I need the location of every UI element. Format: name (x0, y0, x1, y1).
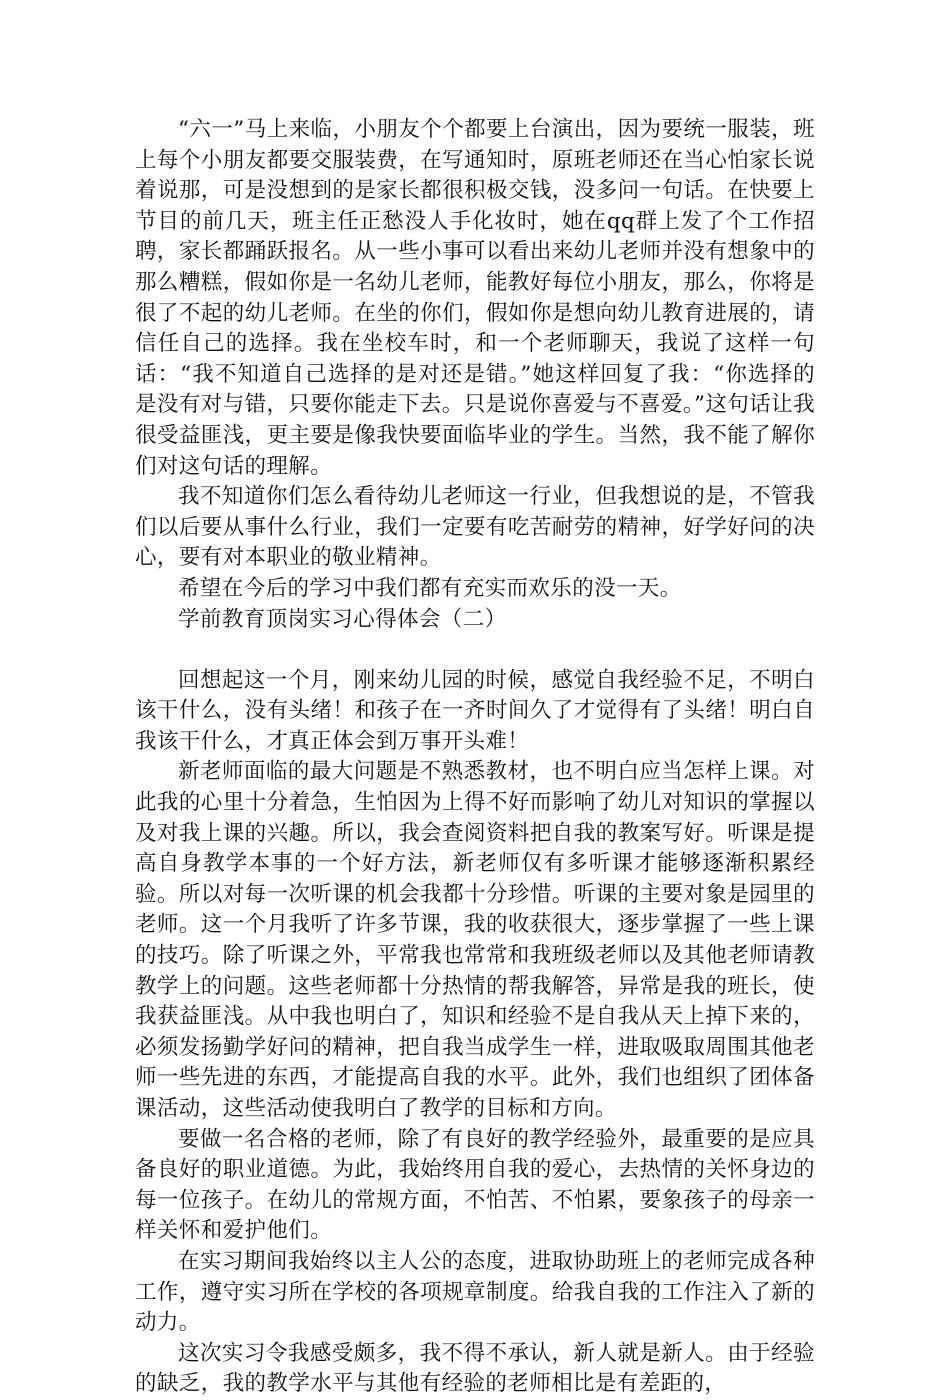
paragraph-children-day: “六一”马上来临，小朋友个个都要上台演出，因为要统一服装，班上每个小朋友都要交服装费，在写通知时，原班老师还在当心怕家长说着说那，可是没想到的是家长都很积极交钱，没多问一句话。在快要上节目的前几天，班主任正愁没人手化妆时，她在qq群上发了个工作招聘，家长都踊跃报名。从一些小事可以看出来幼儿老师并没有想象中的那么糟糕，假如你是一名幼儿老师，能教好每位小朋友，那么，你将是很了不起的幼儿老师。在坐的你们，假如你是想向幼儿教育进展的，请信任自己的选择。我在坐校车时，和一个老师聊天，我说了这样一句话：“我不知道自己选择的是对还是错。”她这样回复了我：“你选择的是没有对与错，只要你能走下去。只是说你喜爱与不喜爱。”这句话让我很受益匪浅，更主要是像我快要面临毕业的学生。当然，我不能了解你们对这句话的理解。 (135, 117, 815, 479)
paragraph-attitude: 在实习期间我始终以主人公的态度，进取协助班上的老师完成各种工作，遵守实习所在学校的各项规章制度。给我自我的工作注入了新的动力。 (135, 1248, 815, 1336)
paragraph-first-month: 回想起这一个月，刚来幼儿园的时候，感觉自我经验不足，不明白该干什么，没有头绪！和孩子在一齐时间久了才觉得有了头绪！明白自我该干什么，才真正体会到万事开头难！ (135, 667, 815, 754)
paragraph-new-teacher: 新老师面临的最大问题是不熟悉教材，也不明白应当怎样上课。对此我的心里十分着急，生怕因为上得不好而影响了幼儿对知识的掌握以及对我上课的兴趣。所以，我会查阅资料把自我的教案写好。听课是提高自身教学本事的一个好方法，新老师仅有多听课才能够逐渐积累经验。所以对每一次听课的机会我都十分珍惜。听课的主要对象是园里的老师。这一个月我听了许多节课，我的收获很大，逐步掌握了一些上课的技巧。除了听课之外，平常我也常常和我班级老师以及其他老师请教教学上的问题。这些老师都十分热情的帮我解答，异常是我的班长，使我获益匪浅。从中我也明白了，知识和经验不是自我从天上掉下来的，必须发扬勤学好问的精神，把自我当成学生一样，进取吸取周围其他老师一些先进的东西，才能提高自我的水平。此外，我们也组织了团体备课活动，这些活动使我明白了教学的目标和方向。 (135, 759, 815, 1121)
paragraph-wish: 希望在今后的学习中我们都有充实而欢乐的没一天。 (178, 575, 682, 601)
paragraph-reflection: 这次实习令我感受颇多，我不得不承认，新人就是新人。由于经验的缺乏，我的教学水平与其他有经验的老师相比是有差距的， (135, 1340, 815, 1397)
paragraph-career-attitude: 我不知道你们怎么看待幼儿老师这一行业，但我想说的是，不管我们以后要从事什么行业，我们一定要有吃苦耐劳的精神，好学好问的决心，要有对本职业的敬业精神。 (135, 484, 815, 571)
blank-line (135, 635, 815, 666)
section-heading: 学前教育顶岗实习心得体会（二） (178, 606, 507, 632)
document-body (135, 115, 815, 1400)
paragraph-ethics: 要做一名合格的老师，除了有良好的教学经验外，最重要的是应具备良好的职业道德。为此，我始终用自我的爱心，去热情的关怀身边的每一位孩子。在幼儿的常规方面，不怕苦、不怕累，要象孩子的母亲一样关怀和爱护他们。 (135, 1126, 815, 1244)
